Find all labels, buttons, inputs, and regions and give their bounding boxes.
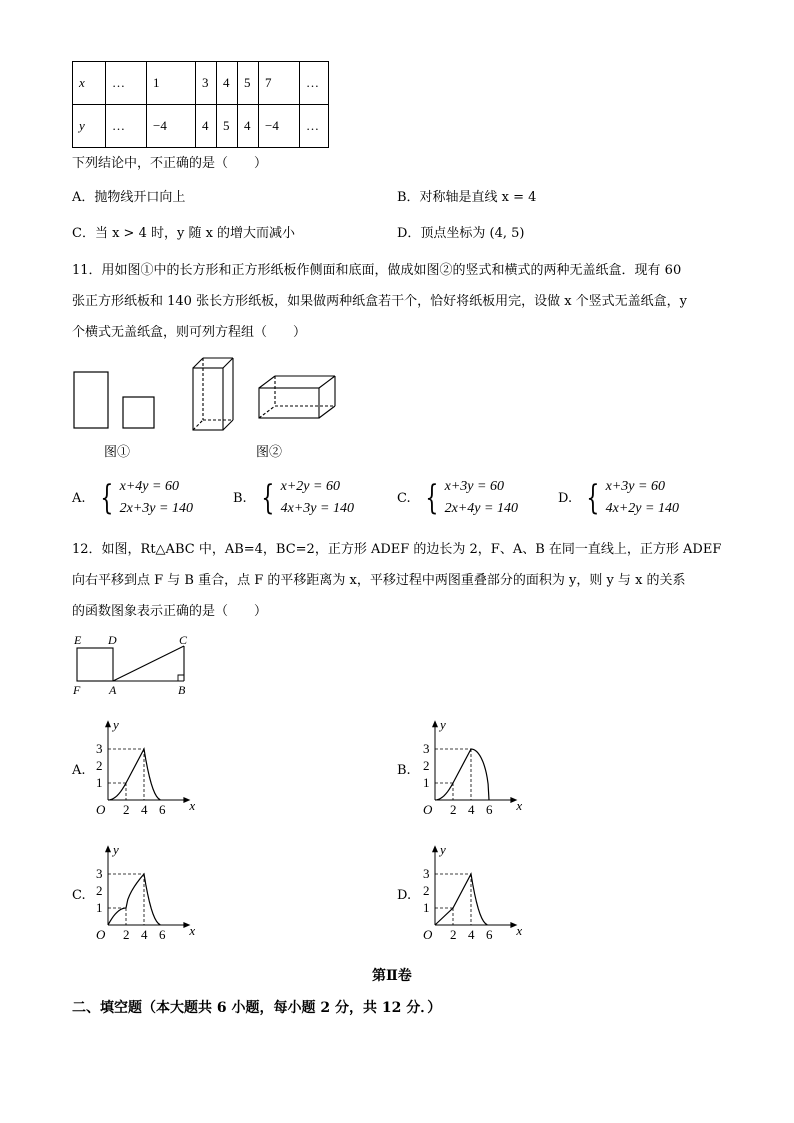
x-tick-label: 4 <box>468 927 475 942</box>
y-tick-label: 2 <box>423 883 430 898</box>
x-tick-label: 4 <box>468 802 475 817</box>
q11-option-c[interactable] <box>397 476 518 520</box>
brace-icon: { <box>261 478 275 518</box>
equation: x+2y = 60 <box>280 479 340 494</box>
x-tick-label: 6 <box>486 927 493 942</box>
label-c: C <box>179 633 188 647</box>
label-f: F <box>73 683 81 697</box>
option-label: D. <box>558 490 573 506</box>
y-tick-label: 3 <box>96 866 103 881</box>
table-cell: 5 <box>217 105 238 148</box>
x-axis-label: x <box>516 923 523 938</box>
equation: 2x+3y = 140 <box>119 501 193 516</box>
brace-icon: { <box>586 478 600 518</box>
table-cell: 4 <box>217 62 238 105</box>
table-cell: 4 <box>196 105 217 148</box>
y-axis-label: y <box>440 718 446 733</box>
q12-option-a-label[interactable]: A. <box>72 763 86 778</box>
y-arrow-icon <box>432 720 438 727</box>
q10-option-a[interactable]: A．抛物线开口向上 <box>72 190 186 205</box>
table-row-x <box>73 62 329 105</box>
equation: x+3y = 60 <box>444 479 504 494</box>
y-axis-label: y <box>113 843 119 858</box>
label-b: B <box>178 683 186 697</box>
x-tick-label: 2 <box>450 802 457 817</box>
function-curve <box>108 874 160 925</box>
q12-option-d-label[interactable]: D. <box>397 888 412 903</box>
table-cell: … <box>106 105 147 148</box>
equation: 2x+4y = 140 <box>444 501 518 516</box>
label-a: A <box>109 683 117 697</box>
q12-option-b-label[interactable]: B. <box>397 763 411 778</box>
q10-option-d[interactable]: D．顶点坐标为 (4, 5) <box>397 226 525 241</box>
q12-graph-d[interactable] <box>417 843 527 943</box>
option-label: B. <box>233 490 247 506</box>
y-tick-label: 1 <box>96 775 103 790</box>
x-tick-label: 6 <box>486 802 493 817</box>
square-adef <box>77 648 113 681</box>
y-tick-label: 1 <box>423 900 430 915</box>
label-d: D <box>108 633 117 647</box>
y-arrow-icon <box>432 845 438 852</box>
equation: x+4y = 60 <box>119 479 179 494</box>
q12-graph-c[interactable] <box>90 843 200 943</box>
q10-stem: 下列结论中，不正确的是（ ） <box>72 156 268 171</box>
table-cell: 7 <box>259 62 300 105</box>
q12-stem-line1: 12．如图，Rt△ABC 中，AB=4，BC=2，正方形 ADEF 的边长为 2，F、A、B 在同一直线上，正方形 ADEF <box>72 542 722 557</box>
q12-graph-a[interactable] <box>90 718 200 818</box>
option-label: A. <box>72 490 86 506</box>
table-cell: 5 <box>238 62 259 105</box>
y-tick-label: 3 <box>96 741 103 756</box>
y-arrow-icon <box>105 720 111 727</box>
hypotenuse <box>113 646 184 681</box>
equation: 4x+3y = 140 <box>280 501 354 516</box>
q11-option-b[interactable] <box>233 476 354 520</box>
horizontal-box <box>259 376 335 418</box>
x-tick-label: 2 <box>450 927 457 942</box>
table-cell: … <box>106 62 147 105</box>
q10-option-c[interactable]: C．当 x > 4 时，y 随 x 的增大而减小 <box>72 226 296 241</box>
brace-icon: { <box>100 478 114 518</box>
y-arrow-icon <box>105 845 111 852</box>
q12-figure <box>66 630 206 698</box>
vertical-box <box>193 358 233 430</box>
x-axis-label: x <box>516 798 523 813</box>
table-cell: 4 <box>238 105 259 148</box>
y-tick-label: 2 <box>96 758 103 773</box>
table-row-y <box>73 105 329 148</box>
x-axis-label: x <box>189 798 196 813</box>
table-cell: y <box>73 105 106 148</box>
table-cell: 3 <box>196 62 217 105</box>
table-cell: … <box>300 62 329 105</box>
origin-label: O <box>423 927 433 942</box>
q11-option-d[interactable] <box>558 476 679 520</box>
table-cell: x <box>73 62 106 105</box>
origin-label: O <box>423 802 433 817</box>
equation: 4x+2y = 140 <box>605 501 679 516</box>
table-cell: −4 <box>259 105 300 148</box>
right-angle-mark <box>178 675 184 681</box>
q11-stem-line2: 张正方形纸板和 140 张长方形纸板，如果做两种纸盒若干个，恰好将纸板用完，设做 x 个竖式无盖纸盒，y <box>72 294 688 309</box>
q11-stem-line1: 11．用如图①中的长方形和正方形纸板作侧面和底面，做成如图②的竖式和横式的两种无盖纸盒．现有 60 <box>72 263 682 278</box>
x-tick-label: 2 <box>123 802 130 817</box>
y-axis-label: y <box>440 843 446 858</box>
x-tick-label: 6 <box>159 802 166 817</box>
table-cell: −4 <box>147 105 196 148</box>
origin-label: O <box>96 927 106 942</box>
function-curve <box>108 749 160 800</box>
equation: x+3y = 60 <box>605 479 665 494</box>
q11-stem-line3: 个横式无盖纸盒，则可列方程组（ ） <box>72 325 307 340</box>
square-board <box>123 397 154 428</box>
function-curve <box>435 749 489 800</box>
x-tick-label: 4 <box>141 927 148 942</box>
brace-icon: { <box>425 478 439 518</box>
q12-stem-line2: 向右平移到点 F 与 B 重合，点 F 的平移距离为 x，平移过程中两图重叠部分的面积为 y，则 y 与 x 的关系 <box>72 573 686 588</box>
y-tick-label: 2 <box>423 758 430 773</box>
section-title: 第Ⅱ卷 <box>372 968 412 984</box>
x-axis-label: x <box>189 923 196 938</box>
q11-option-a[interactable] <box>72 476 193 520</box>
y-tick-label: 2 <box>96 883 103 898</box>
q12-stem-line3: 的函数图象表示正确的是（ ） <box>72 604 268 619</box>
label-e: E <box>74 633 82 647</box>
rectangle-board <box>74 372 108 428</box>
x-tick-label: 4 <box>141 802 148 817</box>
xy-table <box>72 61 329 148</box>
q11-figure <box>60 352 360 467</box>
y-tick-label: 1 <box>96 900 103 915</box>
origin-label: O <box>96 802 106 817</box>
table-cell: … <box>300 105 329 148</box>
function-curve <box>435 874 487 925</box>
y-tick-label: 3 <box>423 866 430 881</box>
y-axis-label: y <box>113 718 119 733</box>
fig1-caption: 图① <box>104 444 131 459</box>
q10-option-b[interactable]: B．对称轴是直线 x = 4 <box>397 190 537 205</box>
y-tick-label: 1 <box>423 775 430 790</box>
q12-graph-b[interactable] <box>417 718 527 818</box>
x-tick-label: 2 <box>123 927 130 942</box>
part2-title: 二、填空题（本大题共 6 小题，每小题 2 分，共 12 分．） <box>72 1000 442 1016</box>
option-label: C. <box>397 490 411 506</box>
x-tick-label: 6 <box>159 927 166 942</box>
table-cell: 1 <box>147 62 196 105</box>
q12-option-c-label[interactable]: C. <box>72 888 86 903</box>
y-tick-label: 3 <box>423 741 430 756</box>
fig2-caption: 图② <box>256 444 283 459</box>
